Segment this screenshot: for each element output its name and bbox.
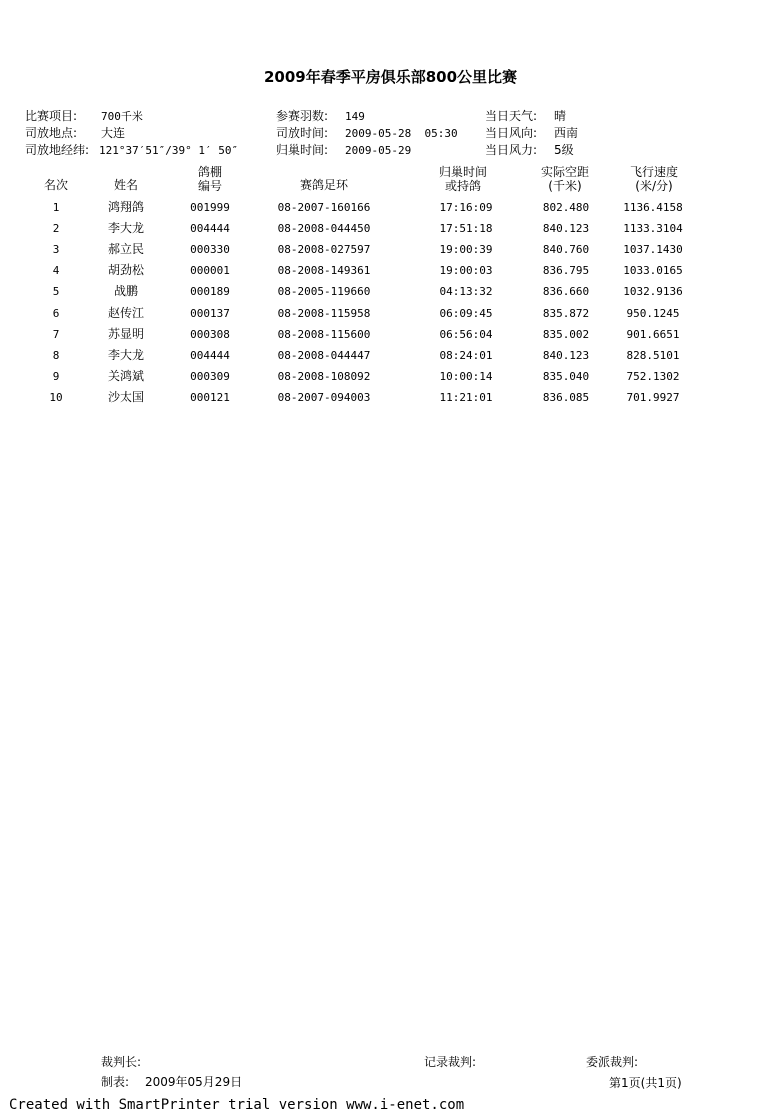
location-label: 司放地点:	[25, 126, 78, 140]
cell-distance: 840.123	[542, 222, 590, 236]
header-speed-line1: 飞行速度	[629, 165, 679, 179]
cell-ring: 08-2008-115600	[277, 327, 371, 341]
header-loft-line1: 鸽棚	[197, 165, 223, 179]
cell-loft: 001999	[190, 201, 230, 214]
cell-rank: 4	[52, 264, 60, 278]
report-title: 2009年春季平房俱乐部800公里比赛	[263, 68, 518, 86]
cell-speed: 1037.1430	[623, 243, 683, 257]
header-distance-line1: 实际空距	[540, 165, 590, 179]
cell-time: 17:16:09	[439, 201, 493, 214]
cell-ring: 08-2008-044447	[277, 348, 371, 362]
cell-ring: 08-2008-108092	[277, 369, 371, 383]
return-label: 归巢时间:	[276, 143, 329, 157]
cell-name: 沙太国	[107, 389, 145, 404]
cell-name: 胡劲松	[107, 263, 145, 278]
cell-ring: 08-2007-094003	[277, 390, 371, 404]
cell-distance: 835.872	[542, 306, 590, 320]
cell-time: 11:21:01	[439, 390, 493, 404]
cell-speed: 701.9927	[626, 390, 680, 404]
table-row	[0, 306, 781, 327]
wind-force-label: 当日风力:	[485, 143, 538, 157]
location-value: 大连	[101, 126, 126, 140]
cell-rank: 1	[52, 201, 60, 214]
table-row	[0, 221, 781, 242]
cell-name: 苏显明	[107, 326, 145, 341]
header-time-line1: 归巢时间	[438, 165, 488, 179]
page-info: 第1页(共1页)	[609, 1076, 682, 1090]
event-label: 比赛项目:	[25, 109, 78, 123]
cell-speed: 901.6651	[626, 327, 680, 341]
header-loft-line2: 编号	[197, 179, 223, 193]
cell-distance: 836.660	[542, 285, 590, 299]
cell-distance: 835.040	[542, 369, 590, 383]
header-loft	[198, 165, 222, 193]
cell-rank: 9	[52, 369, 60, 383]
cell-name: 鸿翔鸽	[107, 200, 145, 214]
cell-loft: 000309	[190, 369, 230, 383]
coords-label: 司放地经纬:	[25, 143, 90, 157]
cell-name: 郝立民	[107, 242, 145, 257]
cell-rank: 3	[52, 243, 60, 257]
cell-distance: 840.760	[542, 243, 590, 257]
cell-loft: 000308	[190, 327, 230, 341]
cell-name: 李大龙	[107, 221, 145, 236]
header-speed-line2: (米/分)	[635, 179, 673, 193]
cell-distance: 802.480	[542, 201, 590, 214]
return-value: 2009-05-29	[345, 144, 412, 157]
release-label: 司放时间:	[276, 126, 329, 140]
table-row	[0, 242, 781, 263]
chief-judge-label: 裁判长:	[101, 1055, 142, 1069]
wind-direction-value: 西南	[554, 126, 579, 140]
cell-name: 李大龙	[107, 347, 145, 362]
cell-speed: 1033.0165	[623, 264, 683, 278]
header-time	[439, 165, 487, 193]
table-row	[0, 263, 781, 284]
coords-value: 121°37′51″/39° 1′ 50″	[99, 144, 239, 157]
cell-rank: 2	[52, 222, 60, 236]
release-value: 2009-05-28 05:30	[345, 127, 458, 140]
event-value: 700千米	[101, 110, 143, 123]
header-name: 姓名	[113, 178, 139, 192]
header-speed	[630, 165, 678, 193]
cell-ring: 08-2008-027597	[277, 243, 371, 257]
cell-time: 06:56:04	[439, 327, 493, 341]
cell-rank: 7	[52, 327, 60, 341]
table-row	[0, 284, 781, 305]
record-judge-label: 记录裁判:	[424, 1055, 477, 1069]
cell-time: 19:00:03	[439, 264, 493, 278]
cell-speed: 950.1245	[626, 306, 680, 320]
cell-distance: 836.085	[542, 390, 590, 404]
cell-time: 17:51:18	[439, 222, 493, 236]
cell-loft: 004444	[190, 222, 230, 236]
header-time-line2: 或持鸽	[444, 179, 482, 193]
wind-direction-label: 当日风向:	[485, 126, 538, 140]
cell-name: 战鹏	[113, 284, 139, 299]
weather-label: 当日天气:	[485, 109, 538, 123]
made-by-label: 制表:	[101, 1075, 130, 1089]
table-row	[0, 200, 781, 221]
cell-distance: 840.123	[542, 348, 590, 362]
cell-speed: 1032.9136	[623, 285, 683, 299]
cell-distance: 835.002	[542, 327, 590, 341]
wind-force-value: 5级	[554, 143, 574, 157]
cell-speed: 828.5101	[626, 348, 680, 362]
trial-watermark: Created with SmartPrinter trial version www.i-enet.com	[9, 1097, 465, 1113]
header-ring: 赛鸽足环	[299, 178, 349, 192]
cell-loft: 000189	[190, 285, 230, 299]
cell-loft: 000121	[190, 390, 230, 404]
cell-ring: 08-2008-115958	[277, 306, 371, 320]
cell-rank: 8	[52, 348, 60, 362]
cell-loft: 000137	[190, 306, 230, 320]
header-rank: 名次	[43, 178, 69, 192]
entries-label: 参赛羽数:	[276, 109, 329, 123]
entries-value: 149	[345, 110, 365, 123]
header-distance-line2: (千米)	[548, 179, 582, 193]
cell-loft: 004444	[190, 348, 230, 362]
cell-rank: 6	[52, 306, 60, 320]
cell-name: 赵传江	[107, 305, 145, 320]
weather-value: 晴	[554, 109, 567, 123]
cell-ring: 08-2008-149361	[277, 264, 371, 278]
cell-loft: 000330	[190, 243, 230, 257]
cell-time: 04:13:32	[439, 285, 493, 299]
cell-time: 08:24:01	[439, 348, 493, 362]
header-distance	[541, 165, 589, 193]
cell-speed: 1136.4158	[623, 201, 683, 214]
cell-ring: 08-2007-160166	[277, 201, 371, 214]
cell-time: 19:00:39	[439, 243, 493, 257]
cell-rank: 10	[49, 390, 63, 404]
table-row	[0, 327, 781, 348]
cell-speed: 752.1302	[626, 369, 680, 383]
cell-rank: 5	[52, 285, 60, 299]
cell-speed: 1133.3104	[623, 222, 683, 236]
cell-time: 10:00:14	[439, 369, 493, 383]
cell-ring: 08-2005-119660	[277, 285, 371, 299]
cell-name: 关鸿斌	[107, 368, 145, 383]
cell-loft: 000001	[190, 264, 230, 278]
made-date: 2009年05月29日	[145, 1075, 243, 1089]
appointed-judge-label: 委派裁判:	[586, 1055, 639, 1069]
cell-distance: 836.795	[542, 264, 590, 278]
cell-time: 06:09:45	[439, 306, 493, 320]
cell-ring: 08-2008-044450	[277, 222, 371, 236]
table-row	[0, 369, 781, 390]
table-row	[0, 348, 781, 369]
table-row	[0, 390, 781, 411]
